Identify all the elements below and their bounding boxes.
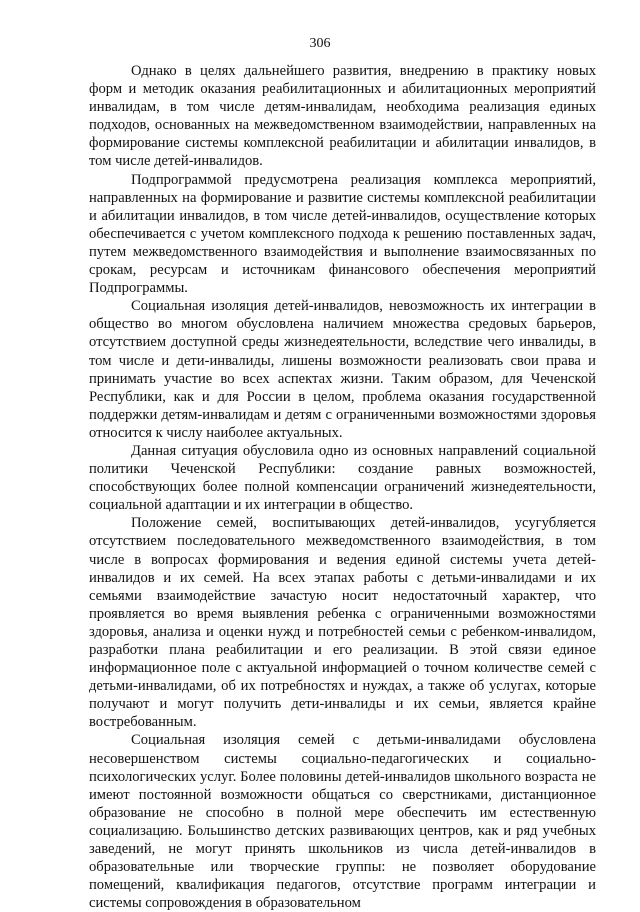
paragraph: Социальная изоляция семей с детьми-инвалидами обусловлена несовершенством системы социально-педагогических и социально-психологических услуг. Более половины детей-инвалидов школьного возраста не имеют постоянной возможности общаться со сверстниками, дистанционное образование не способно в полной мере обеспечить им естественную социализацию. Большинство детских развивающих центров, как и ряд учебных заведений, не могут принять школьников из числа детей-инвалидов в образовательные или творческие группы: не позволяет оборудование помещений, квалификация педагогов, отсутствие программ интеграции и системы сопровождения в образовательном [89, 732, 596, 912]
paragraph: Подпрограммой предусмотрена реализация комплекса мероприятий, направленных на формирование и развитие системы комплексной реабилитации и абилитации инвалидов, в том числе детей-инвалидов, осуществление которых обеспечивается с учетом комплексного подхода к решению поставленных задач, путем межведомственного взаимодействия и выполнение взаимосвязанных по срокам, ресурсам и источникам финансового обеспечения мероприятий Подпрограммы. [89, 171, 596, 297]
page-number: 306 [309, 36, 331, 51]
paragraph: Однако в целях дальнейшего развития, внедрению в практику новых форм и методик оказания реабилитационных и абилитационных мероприятий инвалидам, в том числе детям-инвалидам, необходима реализация единых подходов, основанных на межведомственном взаимодействии, направленных на формирование системы комплексной реабилитации и абилитации инвалидов, в том числе детей-инвалидов. [89, 63, 596, 170]
document-body [89, 62, 596, 912]
paragraph: Положение семей, воспитывающих детей-инвалидов, усугубляется отсутствием последовательного межведомственного взаимодействия, в том числе в вопросах формирования и ведения единой системы учета детей-инвалидов и их семей. На всех этапах работы с детьми-инвалидами и их семьями взаимодействие зачастую носит недостаточный характер, что проявляется во время выявления ребенка с ограниченными возможностями здоровья, анализа и оценки нужд и потребностей семьи с ребенком-инвалидом, разработки плана реабилитации и его реализации. В этой связи единое информационное поле с актуальной информацией о точном количестве семей с детьми-инвалидами, об их потребностях и нуждах, а также об услугах, которые получают и могут получить дети-инвалиды и их семьи, является крайне востребованным. [89, 515, 596, 731]
paragraph: Социальная изоляция детей-инвалидов, невозможность их интеграции в общество во многом обусловлена наличием множества средовых барьеров, отсутствием доступной среды жизнедеятельности, вследствие чего инвалиды, в том числе и дети-инвалиды, лишены возможности реализовать свои права и принимать участие во всех аспектах жизни. Таким образом, для Чеченской Республики, как и для России в целом, проблема оказания государственной поддержки детям-инвалидам и детям с ограниченными возможностями здоровья относится к числу наиболее актуальных. [89, 298, 596, 441]
paragraph: Данная ситуация обусловила одно из основных направлений социальной политики Чеченской Республики: создание равных возможностей, способствующих более полной компенсации ограничений жизнедеятельности, социальной адаптации и их интеграции в общество. [89, 442, 596, 514]
